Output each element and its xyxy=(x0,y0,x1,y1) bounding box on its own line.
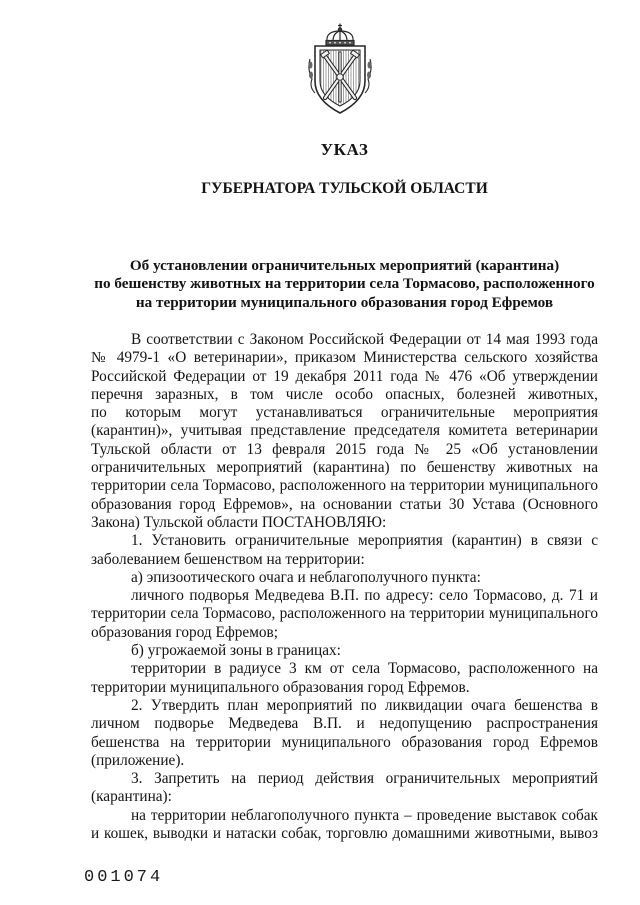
title-line: по бешенству животных на территории села Тормасово, расположенного xyxy=(94,275,595,293)
body-line: (приложение). xyxy=(91,751,185,769)
paragraph-preamble xyxy=(91,331,598,532)
body-line: 3. Запретить на период действия ограничительных мероприятий xyxy=(131,770,598,788)
serial-number: 001074 xyxy=(84,868,164,887)
paragraph-item-3-detail xyxy=(91,807,598,844)
body-line: 2. Утвердить план мероприятий по ликвидации очага бешенства в xyxy=(131,696,598,714)
body-line: Закона) Тульской области ПОСТАНОВЛЯЮ: xyxy=(91,513,387,531)
paragraph-item-1b-detail xyxy=(91,660,598,697)
body-line: а) эпизоотического очага и неблагополучного пункта: xyxy=(131,568,481,586)
body-line: территории в радиусе 3 км от села Тормасово, расположенного на xyxy=(131,660,598,678)
decree-title xyxy=(91,257,598,312)
body-line: б) угрожаемой зоны в границах: xyxy=(131,642,341,660)
body-line: (карантина): xyxy=(91,788,172,806)
title-line: Об установлении ограничительных мероприятий (карантина) xyxy=(129,257,560,274)
body-line: 1. Установить ограничительные мероприятия (карантин) в связи с xyxy=(131,532,598,550)
paragraph-item-1a-detail xyxy=(91,587,598,642)
body-line: ограничительных мероприятий (карантина) по бешенству животных на xyxy=(91,459,598,477)
paragraph-item-1b xyxy=(91,642,598,660)
paragraph-item-1a xyxy=(91,569,598,587)
coat-of-arms-icon xyxy=(304,23,376,115)
body-line: образования город Ефремов; xyxy=(91,623,279,641)
issuer-title: ГУБЕРНАТОРА ТУЛЬСКОЙ ОБЛАСТИ xyxy=(201,180,488,197)
body-line: Тульской области от 13 февраля 2015 года № 25 «Об установлении xyxy=(91,440,598,458)
body-line: № 4979-1 «О ветеринарии», приказом Министерства сельского хозяйства xyxy=(91,349,598,367)
body-line: личном подворье Медведева В.П. и недопущению распространения xyxy=(91,715,598,733)
body-line: личного подворья Медведева В.П. по адресу: село Тормасово, д. 71 и xyxy=(131,587,598,605)
body-line: на территории неблагополучного пункта – проведение выставок собак xyxy=(131,806,598,824)
body-line: территории села Тормасово, расположенного на территории муниципального xyxy=(91,605,598,623)
body-line: территории села Тормасово, расположенного на территории муниципального xyxy=(91,477,598,495)
body-line: заболеванием бешенством на территории: xyxy=(91,550,365,568)
body-line: по которым могут устанавливаться ограничительные мероприятия xyxy=(91,404,598,422)
title-line: на территории муниципального образования город Ефремов xyxy=(135,293,554,311)
crown-icon xyxy=(326,24,354,46)
body-line: Российской Федерации от 19 декабря 2011 года № 476 «Об утверждении xyxy=(91,367,598,385)
body-line: (карантин)», учитывая представление председателя комитета ветеринарии xyxy=(91,422,598,440)
decree-body xyxy=(91,331,598,843)
body-line: образования город Ефремов», на основании статьи 30 Устава (Основного xyxy=(91,495,598,513)
body-line: В соответствии с Законом Российской Федерации от 14 мая 1993 года xyxy=(131,331,598,348)
document-type: УКАЗ xyxy=(320,140,369,159)
body-line: бешенства на территории муниципального образования город Ефремов xyxy=(91,733,598,751)
paragraph-item-3 xyxy=(91,770,598,807)
paragraph-item-2 xyxy=(91,697,598,770)
paragraph-item-1 xyxy=(91,532,598,569)
body-line: территории муниципального образования город Ефремов. xyxy=(91,678,470,696)
body-line: перечня заразных, в том числе особо опасных, болезней животных, xyxy=(91,385,598,403)
body-line: и кошек, выводки и натаски собак, торговлю домашними животными, вывоз xyxy=(91,825,598,843)
